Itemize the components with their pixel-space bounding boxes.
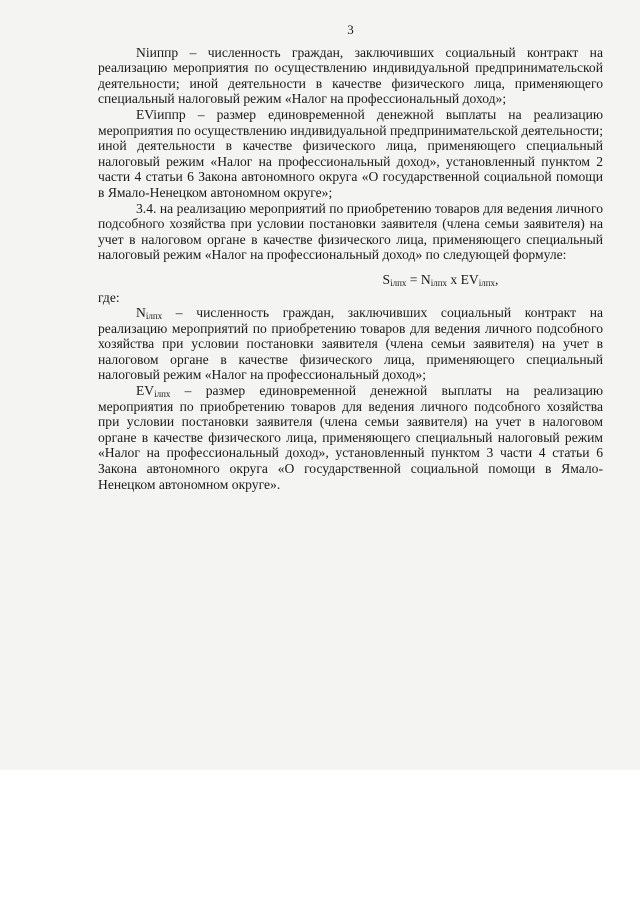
- n-ilph-subscript: iлпх: [145, 311, 163, 322]
- n-ilph-symbol: N: [136, 305, 146, 321]
- paragraph-n-ippr: Niиппр – численность граждан, заключивших социальный контракт на реализацию мероприятия по осуществлению индивидуальной предпринимательской деятельности; иной деятельности в качестве физического лица, применяющего специальный налоговый режим «Налог на профессиональный доход»;: [98, 44, 603, 107]
- document-page: [98, 22, 603, 492]
- formula: [98, 272, 603, 288]
- formula-tail: ,: [495, 271, 499, 287]
- formula-ev-sub: iлпх: [478, 277, 496, 288]
- formula-n: N: [420, 271, 431, 287]
- formula-times: x: [447, 271, 461, 287]
- ev-ilph-subscript: iлпх: [154, 389, 171, 400]
- paragraph-ev-ippr: EViиппр – размер единовременной денежной выплаты на реализацию мероприятия по осуществлению индивидуальной предпринимательской деятельности; иной деятельности в качестве физического лица, применяющего специальный налоговый режим «Налог на профессиональный доход», установленный пунктом 2 части 4 статьи 6 Закона автономного округа «О государственной социальной помощи в Ямало-Ненецком автономном округе»;: [98, 106, 603, 200]
- ev-ilph-symbol: EV: [136, 383, 155, 399]
- formula-eq: =: [406, 271, 421, 287]
- paragraph-ev-ilph: [98, 383, 603, 492]
- ev-ilph-definition: – размер единовременной денежной выплаты на реализацию мероприятия по приобретению товаров для ведения личного подсобного хозяйства при условии постановки заявителя (члена семьи заявителя) на учет в налоговом органе в качестве физического лица, применяющего специальный налоговый режим «Налог на профессиональный доход», установленный пунктом 3 части 4 статьи 6 Закона автономного округа «О государственной социальной помощи в Ямало-Ненецком автономном округе».: [98, 383, 603, 492]
- where-label: где:: [98, 289, 120, 305]
- formula-ev: EV: [460, 271, 479, 287]
- formula-n-sub: iлпх: [430, 277, 448, 288]
- paragraph-n-ilph: [98, 305, 603, 383]
- paragraph-3-4: 3.4. на реализацию мероприятий по приобретению товаров для ведения личного подсобного хозяйства при условии постановки заявителя (члена семьи заявителя) на учет в налоговом органе в качестве физического лица, применяющего специальный налоговый режим «Налог на профессиональный доход» по следующей формуле:: [98, 200, 603, 263]
- n-ilph-definition: – численность граждан, заключивших социальный контракт на реализацию мероприятий по приобретению товаров для ведения личного подсобного хозяйства при условии постановки заявителя (члена семьи заявителя) на учет в налоговом органе в качестве физического лица, применяющего специальный налоговый режим «Налог на профессиональный доход»;: [98, 305, 603, 383]
- formula-s-sub: iлпх: [390, 277, 407, 288]
- formula-s: S: [382, 271, 391, 287]
- page-number: 3: [347, 22, 354, 37]
